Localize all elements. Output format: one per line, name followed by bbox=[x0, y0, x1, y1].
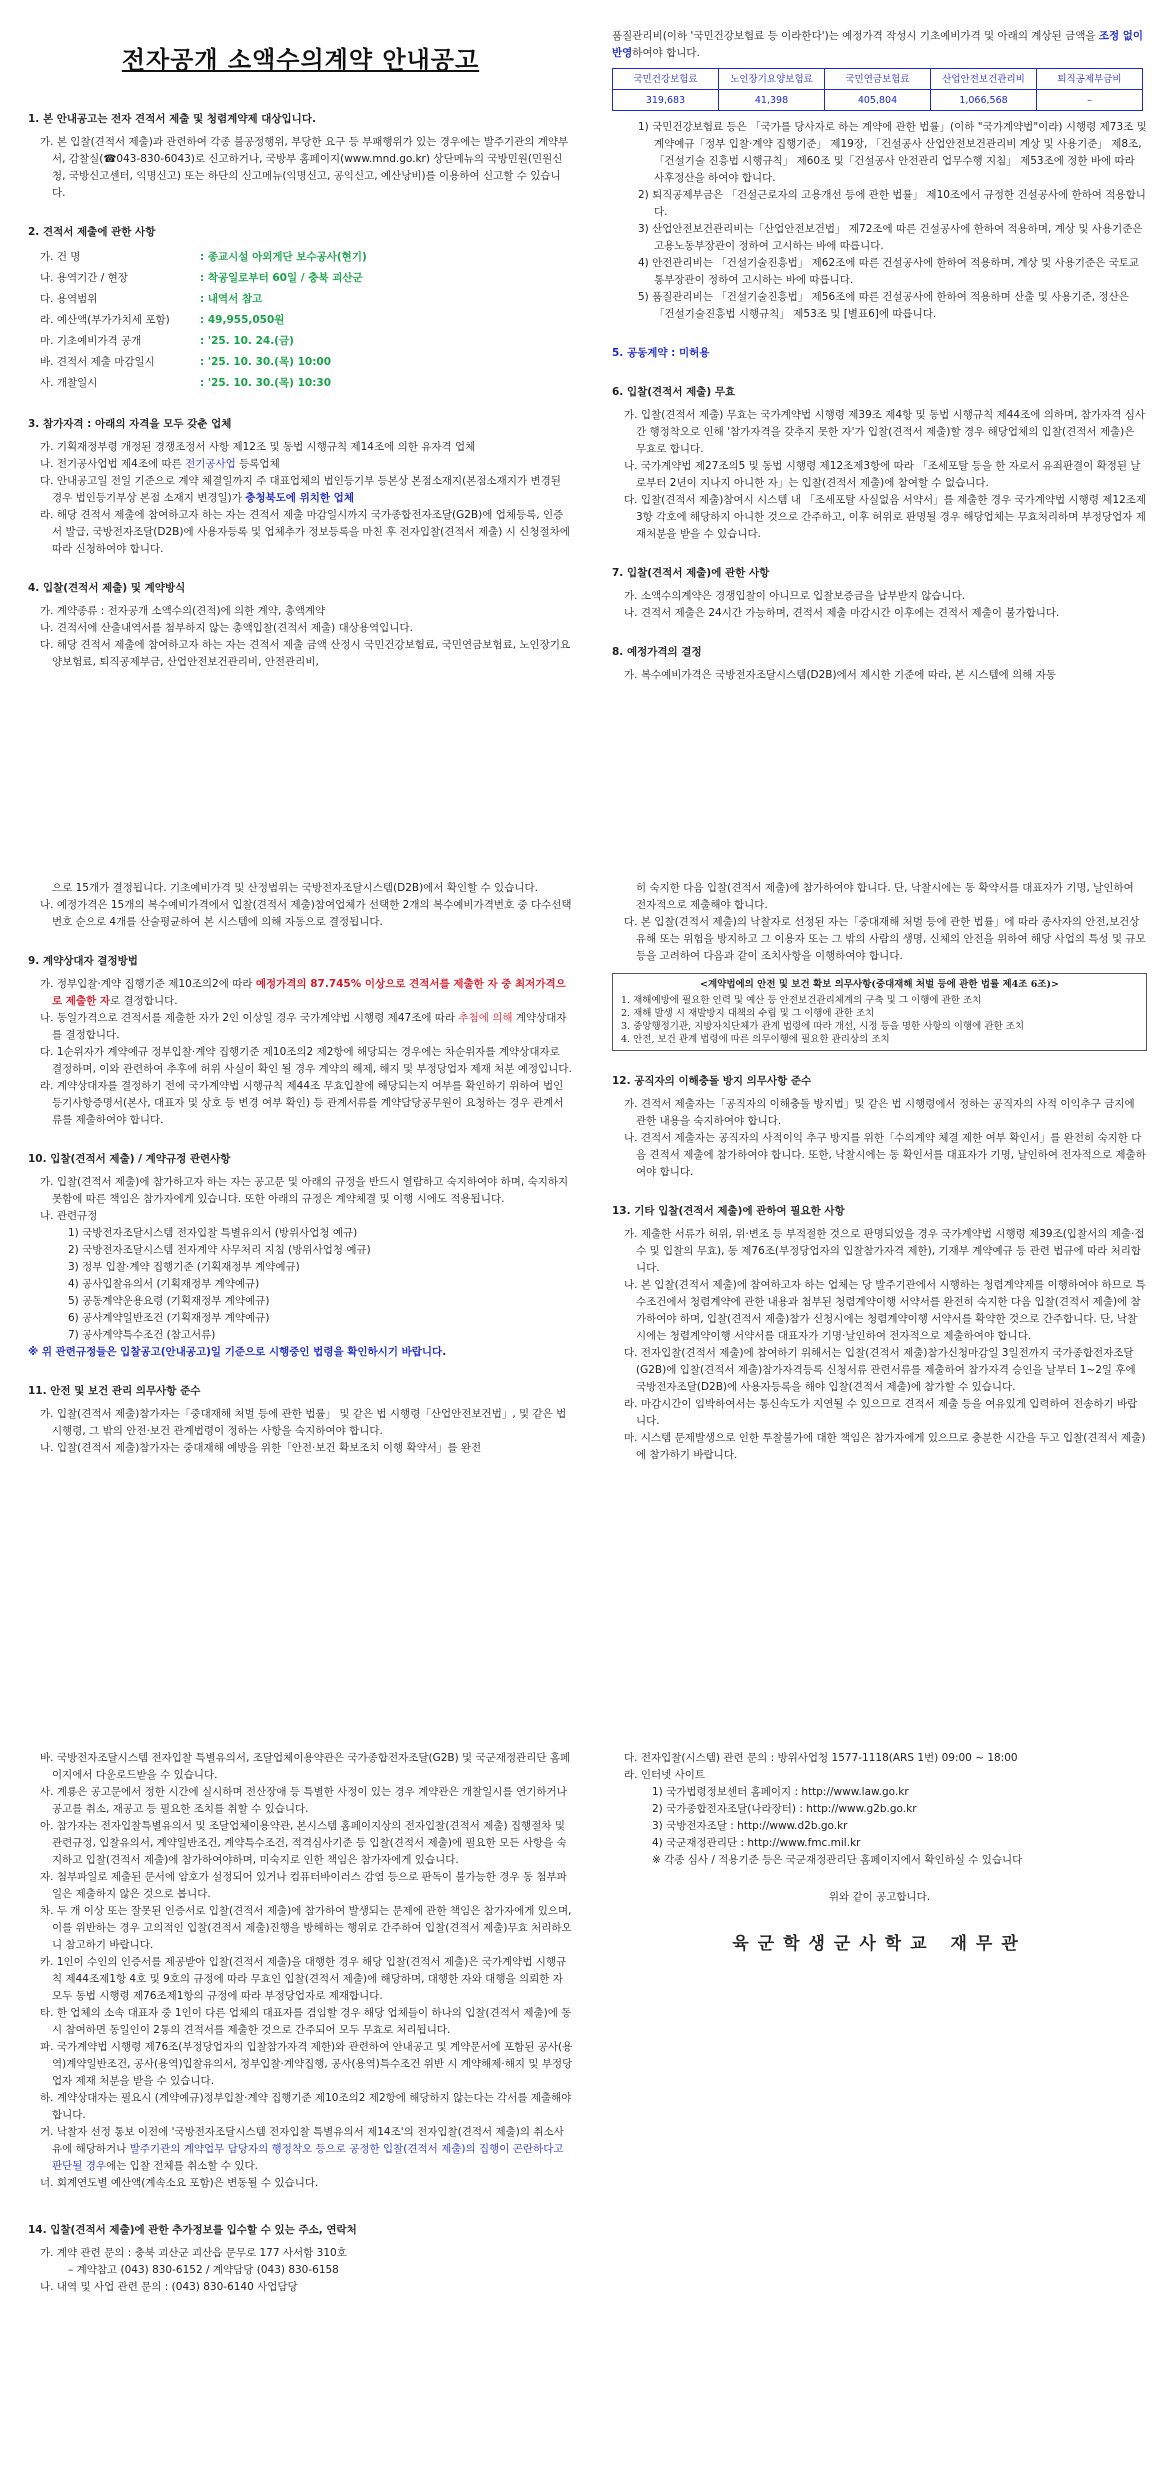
regulation-item: 6) 공사계약일반조건 (기획재정부 계약예규) bbox=[68, 1312, 270, 1324]
box-line: 2. 재해 발생 시 재발방지 대책의 수립 및 그 이행에 관한 조치 bbox=[621, 1008, 875, 1019]
box-title: <계약법에의 안전 및 보건 확보 의무사항(중대재해 처벌 등에 관한 법률 제4조 6조)> bbox=[700, 979, 1059, 990]
cost-notes bbox=[612, 119, 1147, 323]
section-12-item: 나. 견적서 제출자는 공직자의 사적이익 추구 방지를 위한「수의계약 체결 제한 여부 확인서」를 완전히 숙지한 다음 견적서 제출에 참가하여야 합니다. 또한, 낙찰시에는 동 확인서를 대표자가 기명, 날인하여 전자적으로 제출하여야 합니다. bbox=[624, 1132, 1146, 1178]
cost-header: 노인장기요양보험료 bbox=[719, 69, 825, 90]
section-1-item-ga: 가. 본 입찰(견적서 제출)과 관련하여 각종 불공정행위, 부당한 요구 등 부패행위가 있는 경우에는 발주기관의 계약부서, 감찰실(☎043-830-6043)로 신고하거나, 국방부 홈페이지(www.mnd.go.kr) 상단메뉴의 국방민원(민원신청, 국방신고센터, 익명신고) 또는 하단의 신고메뉴(익명신고, 공익신고, 예산낭비)를 이용하여 신고할 수 있습니다. bbox=[40, 136, 569, 199]
section-13-continued-list bbox=[28, 1750, 573, 2124]
section-13-item: 타. 한 업체의 소속 대표자 중 1인이 다른 업체의 대표자를 겸임할 경우 해당 업체들이 하나의 입찰(견적서 제출)에 동시 참여하면 동일인이 2통의 견적서를 제출한 것으로 간주되어 모두 무효로 처리됩니다. bbox=[40, 2007, 572, 2036]
info-row bbox=[40, 310, 367, 331]
section-11-item-da: 다. 본 입찰(견적서 제출)의 낙찰자로 선정된 자는「중대재해 처벌 등에 관한 법률」에 따라 종사자의 안전,보건상 유해 또는 위험을 방지하고 그 이용자 또는 그 밖의 사람의 생명, 신체의 안전을 위하여 해당 사업의 특성 및 규모등을 고려하여 다음과 같이 조치사항을 이행하여야 합니다. bbox=[624, 916, 1146, 962]
section-13-item: 나. 본 입찰(견적서 제출)에 참여하고자 하는 업체는 당 발주기관에서 시행하는 청렴계약제를 이행하여야 하므로 특수조건에서 청렴계약에 관한 내용과 첨부된 청렴계약이행 서약서를 완전히 숙지한 다음 입찰(견적서 제출)에 참가하여야 하며, 입찰(견적서 제출)참가 신청시에는 청렴계약이행 서약서를 확약한 것으로 간주합니다. 단, 낙찰시에는 청렴계약이행 서약서를 대표자가 기명·날인하여 전자적으로 제출하여야 합니다. bbox=[624, 1279, 1146, 1342]
contact-line-3: 나. 내역 및 사업 관련 문의 : (043) 830-6140 사업담당 bbox=[40, 2281, 298, 2293]
info-label: 사. 개찰일시 bbox=[40, 377, 98, 389]
text: 하여야 합니다. bbox=[632, 47, 700, 59]
section-13-item: 하. 계약상대자는 필요시 (계약예규)정부입찰·계약 집행기준 제10조의2 제2항에 해당하지 않는다는 각서를 제출해야합니다. bbox=[40, 2092, 572, 2121]
section-4-heading: 4. 입찰(견적서 제출) 및 계약방식 bbox=[28, 582, 186, 594]
info-row bbox=[40, 373, 367, 394]
info-row bbox=[40, 352, 367, 373]
info-value: : '25. 10. 24.(금) bbox=[200, 335, 294, 347]
safety-obligations-box bbox=[612, 973, 1147, 1051]
text: 거. 낙찰자 선정 통보 이전에 '국방전자조달시스템 전자입찰 특별유의서 제14조'의 전자입찰(견적서 제출)의 취소사유에 해당하거나 bbox=[40, 2126, 564, 2155]
cost-header: 퇴직공제부금비 bbox=[1037, 69, 1143, 90]
section-13-item: 라. 마감시간이 임박하여서는 통신속도가 지연될 수 있으므로 견적서 제출 등을 여유있게 입력하여 전송하기 바랍니다. bbox=[624, 1398, 1138, 1427]
section-13-list bbox=[612, 1226, 1147, 1464]
section-8-item-ga: 가. 복수예비가격은 국방전자조달시스템(D2B)에서 제시한 기준에 따라, 본 시스템에 의해 자동 bbox=[624, 669, 1057, 681]
contact-line-1: 가. 계약 관련 문의 : 충북 괴산군 괴산읍 문무로 177 사서함 310호 bbox=[40, 2247, 347, 2259]
emphasis: 조정 없이 반영 bbox=[612, 30, 1144, 59]
emphasis: 전기공사업 bbox=[185, 458, 236, 470]
section-9-item-na bbox=[40, 1010, 573, 1044]
section-4-item-da: 다. 해당 견적서 제출에 참여하고자 하는 자는 견적서 제출 금액 산정시 국민건강보험료, 국민연금보험료, 노인장기요양보험료, 퇴직공제부금, 산업안전보건관리비, 안전관리비, bbox=[40, 639, 571, 668]
emphasis: 발주기관의 계약업무 담당자의 행정착오 등으로 공정한 입찰(견적서 제출)의 집행이 곤란하다고 판단될 경우 bbox=[52, 2143, 564, 2172]
section-13-item: 다. 전자입찰(견적서 제출)에 참여하기 위해서는 입찰(견적서 제출)참가신청마감일 3일전까지 국가종합전자조달(G2B)에 입찰(견적서 제출)참가자격등록 신청서류 관련서류를 제출하여 참가자격 승인을 날부터 1~2일 후에 국방전자조달(D2B)에 사용자등록을 해야 입찰(견적서 제출)에 참가할 수 있습니다. bbox=[624, 1347, 1136, 1393]
cost-note: 5) 품질관리비는 「건설기술진흥법」 제56조에 따른 건설공사에 한하여 적용하며 산출 및 사용기준, 정산은 「건설기술진흥법 시행규칙」 제53조 및 [별표6]에 따릅니다. bbox=[638, 291, 1129, 320]
section-13-item: 차. 두 개 이상 또는 잘못된 인증서로 입찰(견적서 제출)에 참가하여 발생되는 문제에 관한 책임은 참가자에게 있으며, 이를 위반하는 경우 고의적인 입찰(견적서 제출)진행을 방해하는 행위로 간주하여 입찰(견적서 제출)무효 처리하오니 참고하기 바랍니다. bbox=[40, 1905, 572, 1951]
box-lines bbox=[621, 994, 1138, 1046]
info-label: 바. 견적서 제출 마감일시 bbox=[40, 356, 155, 368]
box-line: 3. 중앙행정기관, 지방자치단체가 관계 법령에 따라 개선, 시정 등을 명한 사항의 이행에 관한 조치 bbox=[621, 1021, 1025, 1032]
cost-value: – bbox=[1037, 90, 1143, 111]
contact-line-2: – 계약참고 (043) 830-6152 / 계약담당 (043) 830-6158 bbox=[68, 2264, 339, 2276]
section-7-item: 나. 견적서 제출은 24시간 가능하며, 견적서 제출 마감시간 이후에는 견적서 제출이 불가합니다. bbox=[624, 607, 1060, 619]
cost-value: 405,804 bbox=[825, 90, 931, 111]
section-12-heading: 12. 공직자의 이해충돌 방지 의무사항 준수 bbox=[612, 1075, 812, 1087]
cost-header: 국민연금보험료 bbox=[825, 69, 931, 90]
section-13-item: 가. 제출한 서류가 허위, 위·변조 등 부적절한 것으로 판명되었을 경우 국가계약법 시행령 제39조(입찰서의 제출·접수 및 입찰의 무효), 동 제76조(부정당업자의 입찰참가자격 제한), 기재부 계약예규 등 관련 법규에 따라 처리합니다. bbox=[624, 1228, 1145, 1274]
section-4-item-na: 나. 견적서에 산출내역서를 첨부하지 않는 총액입찰(견적서 제출) 대상용역입니다. bbox=[40, 622, 413, 634]
info-value: : 착공일로부터 60일 / 충북 괴산군 bbox=[200, 272, 363, 284]
info-value: : '25. 10. 30.(목) 10:00 bbox=[200, 356, 332, 368]
info-label: 나. 용역기간 / 현장 bbox=[40, 272, 128, 284]
regulation-item: 1) 국방전자조달시스템 전자입찰 특별유의서 (방위사업청 예규) bbox=[68, 1227, 358, 1239]
section-4-item-ga: 가. 계약종류 : 전자공개 소액수의(견적)에 의한 계약, 총액계약 bbox=[40, 605, 326, 617]
text: 등록업체 bbox=[235, 458, 280, 470]
section-2-heading: 2. 견적서 제출에 관한 사항 bbox=[28, 226, 156, 238]
emphasis: 예정가격의 87.745% 이상으로 견적서를 제출한 자 중 최저가격으로 제출한 자 bbox=[52, 978, 566, 1007]
section-7-item: 가. 소액수의계약은 경쟁입찰이 아니므로 입찰보증금을 납부받지 않습니다. bbox=[624, 590, 966, 602]
cost-value: 1,066,568 bbox=[931, 90, 1037, 111]
site-item: 3) 국방전자조달 : http://www.d2b.go.kr bbox=[652, 1820, 848, 1832]
box-line: 1. 재해예방에 필요한 인력 및 예산 등 안전보건관리체계의 구축 및 그 이행에 관한 조치 bbox=[621, 995, 982, 1006]
site-item: 1) 국가법령정보센터 홈페이지 : http://www.law.go.kr bbox=[652, 1786, 909, 1798]
info-row bbox=[40, 331, 367, 352]
section-9-item-ga bbox=[40, 976, 573, 1010]
info-value: : 49,955,050원 bbox=[200, 314, 285, 326]
section-13-item: 파. 국가계약법 시행령 제76조(부정당업자의 입찰참가자격 제한)와 관련하여 안내공고 및 계약문서에 포함된 공사(용역)계약일반조건, 공사(용역)입찰유의서, 정부입찰·계약집행, 공사(용역)특수조건 위반 시 계약해제·해지 및 부정당업자 제재 처분을 받을 수 있습니다. bbox=[40, 2041, 573, 2087]
info-value: : 내역서 참고 bbox=[200, 293, 263, 305]
text: 품질관리비(이하 '국민건강보험료 등 이라한다')는 예정가격 작성시 기초예비가격 및 아래의 계상된 금액을 bbox=[612, 30, 1099, 42]
section-6-item: 나. 국가계약법 제27조의5 및 동법 시행령 제12조제3항에 따라 「조세포탈 등을 한 자로서 유죄판결이 확정된 날로부터 2년이 지나지 아니한 자」는 입찰(견적서 제출)에 참여할 수 없습니다. bbox=[624, 460, 1141, 489]
regulation-item: 2) 국방전자조달시스템 전자계약 사무처리 지침 (방위사업청 예규) bbox=[68, 1244, 371, 1256]
section-13-item: 카. 1인이 수인의 인증서를 제공받아 입찰(견적서 제출)을 대행한 경우 해당 입찰(견적서 제출)은 국가계약법 시행규칙 제44조제1항 4호 및 9호의 규정에 따라 무효인 입찰(견적서 제출)에 해당하며, 대행한 자와 대행을 의뢰한 자 모두 동법 시행령 제76조제1항의 규정에 따라 부정당업자로 제재합니다. bbox=[40, 1956, 567, 2002]
section-7-heading: 7. 입찰(견적서 제출)에 관한 사항 bbox=[612, 567, 770, 579]
section-5-heading: 5. 공동계약 : 미허용 bbox=[612, 347, 710, 359]
system-inquiry: 다. 전자입찰(시스템) 관련 문의 : 방위사업청 1577-1118(ARS 1번) 09:00 ~ 18:00 bbox=[624, 1752, 1018, 1764]
info-row bbox=[40, 247, 367, 268]
section-3-item-da bbox=[40, 473, 573, 507]
section-6-heading: 6. 입찰(견적서 제출) 무효 bbox=[612, 386, 736, 398]
section-10-item-ga: 가. 입찰(견적서 제출)에 참가하고자 하는 자는 공고문 및 아래의 규정을 반드시 열람하고 숙지하여야 하며, 숙지하지 못함에 따른 책임은 참가자에게 있습니다. 또한 아래의 규정은 계약체결 및 이행 시에도 적용됩니다. bbox=[40, 1176, 569, 1205]
site-list bbox=[612, 1784, 1147, 1852]
cost-note: 1) 국민건강보험료 등은 「국가를 당사자로 하는 계약에 관한 법률」(이하 "국가계약법"이라) 시행령 제73조 및 계약예규「정부 입찰·계약 집행기준」 제19장, 「건설공사 산업안전보건관리비 계상 및 사용기준」 제8조, 「건설기술 진흥법 시행규칙」 제60조 및「건설공사 안전관리 업무수행 지침」 제53조에 정한 바에 따라 사후정산을 하여야 합니다. bbox=[638, 121, 1147, 184]
page2-left-column bbox=[28, 880, 573, 1457]
section-11-heading: 11. 안전 및 보건 관리 의무사항 준수 bbox=[28, 1385, 201, 1397]
page2-right-column bbox=[612, 880, 1147, 1464]
section-13-heading: 13. 기타 입찰(견적서 제출)에 관하여 필요한 사항 bbox=[612, 1205, 845, 1217]
info-label: 라. 예산액(부가가치세 포함) bbox=[40, 314, 170, 326]
section-9-heading: 9. 계약상대자 결정방법 bbox=[28, 955, 138, 967]
info-label: 가. 건 명 bbox=[40, 251, 81, 263]
section-11-item-na: 나. 입찰(견적서 제출)참가자는 중대재해 예방을 위한「안전·보건 확보조치 이행 확약서」를 완전 bbox=[40, 1442, 482, 1454]
cost-header: 산업안전보건관리비 bbox=[931, 69, 1037, 90]
closing-text: 위와 같이 공고합니다. bbox=[828, 1891, 931, 1903]
section-3-heading: 3. 참가자격 : 아래의 자격을 모두 갖춘 업체 bbox=[28, 418, 232, 430]
document-title: 전자공개 소액수의계약 안내공고 bbox=[121, 46, 480, 74]
section-10-note: ※ 위 관련규정들은 입찰공고(안내공고)일 기준으로 시행중인 법령을 확인하시기 바랍니다. bbox=[28, 1346, 447, 1358]
info-row bbox=[40, 289, 367, 310]
section-6-item: 가. 입찰(견적서 제출) 무효는 국가계약법 시행령 제39조 제4항 및 동법 시행규칙 제44조에 의하며, 참가자격 심사 간 행정착오로 인해 '참가자격을 갖추지 못한 자'가 입찰(견적서 제출)할 경우 해당업체의 입찰(견적서 제출)은 무효로 합니다. bbox=[624, 409, 1146, 455]
section-2-table bbox=[40, 247, 367, 394]
info-value: : '25. 10. 30.(목) 10:30 bbox=[200, 377, 332, 389]
regulation-item: 4) 공사입찰유의서 (기획재정부 계약예규) bbox=[68, 1278, 260, 1290]
text: 다. 안내공고일 전일 기준으로 계약 체결일까지 주 대표업체의 법인등기부 등본상 본점소재지(본점소재지가 변경된 경우 법인등기부상 본점 소재지 변경일)가 bbox=[40, 475, 561, 504]
issuer-signature: 육군학생군사학교 재무관 bbox=[732, 1934, 1027, 1954]
info-row bbox=[40, 268, 367, 289]
text: 에는 입찰 전체를 취소할 수 있다. bbox=[106, 2160, 258, 2172]
section-7-list bbox=[612, 588, 1147, 622]
cost-table bbox=[612, 68, 1143, 111]
text: 가. 정부입찰·계약 집행기준 제10조의2에 따라 bbox=[40, 978, 256, 990]
info-value: : 종교시설 아외게단 보수공사(현기) bbox=[200, 251, 367, 263]
site-item: 2) 국가종합전자조달(나라장터) : http://www.g2b.go.kr bbox=[652, 1803, 917, 1815]
section-3-item-na bbox=[40, 456, 573, 473]
section-8-item-na: 나. 예정가격은 15개의 복수예비가격에서 입찰(견적서 제출)참여업체가 선택한 2개의 복수예비가격번호 중 다수선택 번호 순으로 4개를 산술평균하여 본 시스템에 의해 자동으로 결정됩니다. bbox=[40, 899, 572, 928]
cost-note: 4) 안전관리비는 「건설기술진흥법」 제62조에 따른 건설공사에 한하여 적용하며, 계상 및 사용기준은 국토교통부장관이 정하여 고시하는 바에 따릅니다. bbox=[638, 257, 1140, 286]
section-6-list bbox=[612, 407, 1147, 543]
section-8-heading: 8. 예정가격의 결정 bbox=[612, 646, 702, 658]
section-1-heading: 1. 본 안내공고는 전자 견적서 제출 및 청렴계약제 대상입니다. bbox=[28, 113, 316, 125]
section-6-item: 다. 입찰(견적서 제출)참여시 시스템 내 「조세포탈 사실없음 서약서」를 제출한 경우 국가계약법 시행령 제12조제3항 각호에 해당하지 아니한 것으로 간주하고, 이후 허위로 판명될 경우 해당업체는 무효처리하며 부정당업자 제재처분을 받을 수 있습니다. bbox=[624, 494, 1147, 540]
section-3-item-ga: 가. 기획재정부령 개정된 경쟁조정서 사항 제12조 및 동법 시행규칙 제14조에 의한 유자격 업체 bbox=[40, 441, 476, 453]
section-9-item-da: 다. 1순위자가 계약예규 정부입찰·계약 집행기준 제10조의2 제2항에 해당되는 경우에는 차순위자를 계약상대자로 결정하며, 이와 관련하여 추후에 허위 사실이 확인 될 경우 계약의 해제, 해지 및 부정당업자 제재 처분 예정입니다. bbox=[40, 1046, 572, 1075]
page3-left-column bbox=[28, 1750, 573, 2296]
text: 나. 전기공사업법 제4조에 따른 bbox=[40, 458, 186, 470]
section-11-continuation: 히 숙지한 다음 입찰(견적서 제출)에 참가하여야 합니다. 단, 낙찰시에는 동 확약서를 대표자가 기명, 날인하여 전자적으로 제출해야 합니다. bbox=[636, 882, 1134, 911]
info-label: 다. 용역범위 bbox=[40, 293, 98, 305]
box-line: 4. 안전, 보건 관계 법령에 따른 의무이행에 필요한 관리상의 조치 bbox=[621, 1034, 890, 1045]
section-14-heading: 14. 입찰(견적서 제출)에 관한 추가정보를 입수할 수 있는 주소, 연락처 bbox=[28, 2224, 357, 2236]
internet-sites-label: 라. 인터넷 사이트 bbox=[624, 1769, 706, 1781]
section-12-list bbox=[612, 1096, 1147, 1181]
cost-note: 2) 퇴직공제부금은 「건설근로자의 고용개선 등에 관한 법률」 제10조에서 규정한 건설공사에 한하여 적용합니다. bbox=[638, 189, 1146, 218]
section-13-item: 마. 시스템 문제발생으로 인한 투찰불가에 대한 책임은 참가자에게 있으므로 충분한 시간을 두고 입찰(견적서 제출)에 참가하기 바랍니다. bbox=[624, 1432, 1146, 1461]
cost-note: 3) 산업안전보건관리비는「산업안전보건법」 제72조에 따른 건설공사에 한하여 적용하며, 계상 및 사용기준은 고용노동부장관이 정하여 고시하는 바에 따릅니다. bbox=[638, 223, 1143, 252]
cost-header: 국민건강보험료 bbox=[613, 69, 719, 90]
cost-intro bbox=[612, 28, 1147, 62]
cost-value: 319,683 bbox=[613, 90, 719, 111]
page1-right-column bbox=[612, 28, 1147, 684]
section-13-item-neo: 너. 회계연도별 예산액(계속소요 포함)은 변동될 수 있습니다. bbox=[40, 2177, 319, 2189]
section-8-continuation: 으로 15개가 결정됩니다. 기초예비가격 및 산정범위는 국방전자조달시스템(D2B)에서 확인할 수 있습니다. bbox=[52, 882, 538, 894]
emphasis: 충청북도에 위치한 업체 bbox=[245, 492, 354, 504]
text: 계약상대자를 결정합니다. bbox=[52, 1012, 567, 1041]
section-13-item: 아. 참가자는 전자입찰특별유의서 및 조달업체이용약관, 본시스템 홈페이지상의 전자입찰(견적서 제출) 집행절차 및 관련규정, 입찰유의서, 계약일반조건, 계약특수조건, 적격심사기준 등 입찰(견적서 제출)에 필요한 모든 사항을 숙지하고 입찰(견적서 제출)에 참가하여야하며, 미숙지로 인한 책임은 참가자에게 있습니다. bbox=[40, 1820, 567, 1866]
section-13-item: 사. 계룡은 공고문에서 정한 시간에 실시하며 전산장애 등 특별한 사정이 있는 경우 계약관은 개찰일시를 연기하거나 공고를 취소, 재공고 등 필요한 조치를 취할 수 있습니다. bbox=[40, 1786, 567, 1815]
section-10-heading: 10. 입찰(견적서 제출) / 계약규정 관련사항 bbox=[28, 1153, 231, 1165]
emphasis: 추첨에 의해 bbox=[458, 1012, 513, 1024]
text: 로 결정합니다. bbox=[110, 995, 178, 1007]
section-10-item-na: 나. 관련규정 bbox=[40, 1210, 98, 1222]
site-item: 4) 국군재정관리단 : http://www.fmc.mil.kr bbox=[652, 1837, 861, 1849]
section-13-item-geo bbox=[40, 2124, 573, 2175]
section-13-item: 바. 국방전자조달시스템 전자입찰 특별유의서, 조달업체이용약관은 국가종합전자조달(G2B) 및 국군재정관리단 홈페이지에서 다운로드받을 수 있습니다. bbox=[40, 1752, 571, 1781]
section-12-item: 가. 견적서 제출자는「공직자의 이해충돌 방지법」및 같은 법 시행령에서 정하는 공직자의 사적 이익추구 금지에 관한 내용을 숙지하여야 합니다. bbox=[624, 1098, 1135, 1127]
section-9-item-ra: 라. 계약상대자를 결정하기 전에 국가계약법 시행규칙 제44조 무효입찰에 해당되는지 여부를 확인하기 위하여 법인등기사항증명서(본사, 대표자 및 상호 등 변경 여부 확인) 등 관계서류를 계약담당공무원이 요청하는 경우 관계서류를 제출하여야 합니다. bbox=[40, 1080, 564, 1126]
page3-right-column bbox=[612, 1750, 1147, 1953]
page1-left-column bbox=[28, 36, 573, 671]
info-label: 마. 기초예비가격 공개 bbox=[40, 335, 142, 347]
section-3-item-ra: 라. 해당 견적서 제출에 참여하고자 하는 자는 견적서 제출 마감일시까지 국가종합전자조달(G2B)에 업체등록, 인증서 발급, 국방전자조달(D2B)에 사용자등록 및 업체추가 정보등록을 마친 후 전자입찰(견적서 제출) 시 신청절차에 따라 신청하여야 합니다. bbox=[40, 509, 570, 555]
section-13-item: 자. 첨부파일로 제출된 문서에 암호가 설정되어 있거나 컴퓨터바이러스 감염 등으로 판독이 불가능한 경우 동 첨부파일은 제출하지 않은 것으로 봅니다. bbox=[40, 1871, 567, 1900]
text: 나. 동일가격으로 견적서를 제출한 자가 2인 이상일 경우 국가계약법 시행령 제47조에 따라 bbox=[40, 1012, 459, 1024]
regulation-item: 5) 공동계약운용요령 (기획재정부 계약예규) bbox=[68, 1295, 270, 1307]
regulation-item: 7) 공사계약특수조건 (참고서류) bbox=[68, 1329, 216, 1341]
regulation-list bbox=[28, 1225, 573, 1344]
regulation-item: 3) 정부 입찰·계약 집행기준 (기획재정부 계약예규) bbox=[68, 1261, 300, 1273]
section-11-item-ga: 가. 입찰(견적서 제출)참가자는「중대재해 처벌 등에 관한 법률」 및 같은 법 시행령「산업안전보건법」, 및 같은 법 시행령, 그 밖의 안전·보건 관계법령이 정하는 사항을 숙지하여야 합니다. bbox=[40, 1408, 567, 1437]
site-note: ※ 각종 심사 / 적용기준 등은 국군재정관리단 홈페이지에서 확인하실 수 있습니다 bbox=[652, 1854, 1023, 1866]
cost-value: 41,398 bbox=[719, 90, 825, 111]
